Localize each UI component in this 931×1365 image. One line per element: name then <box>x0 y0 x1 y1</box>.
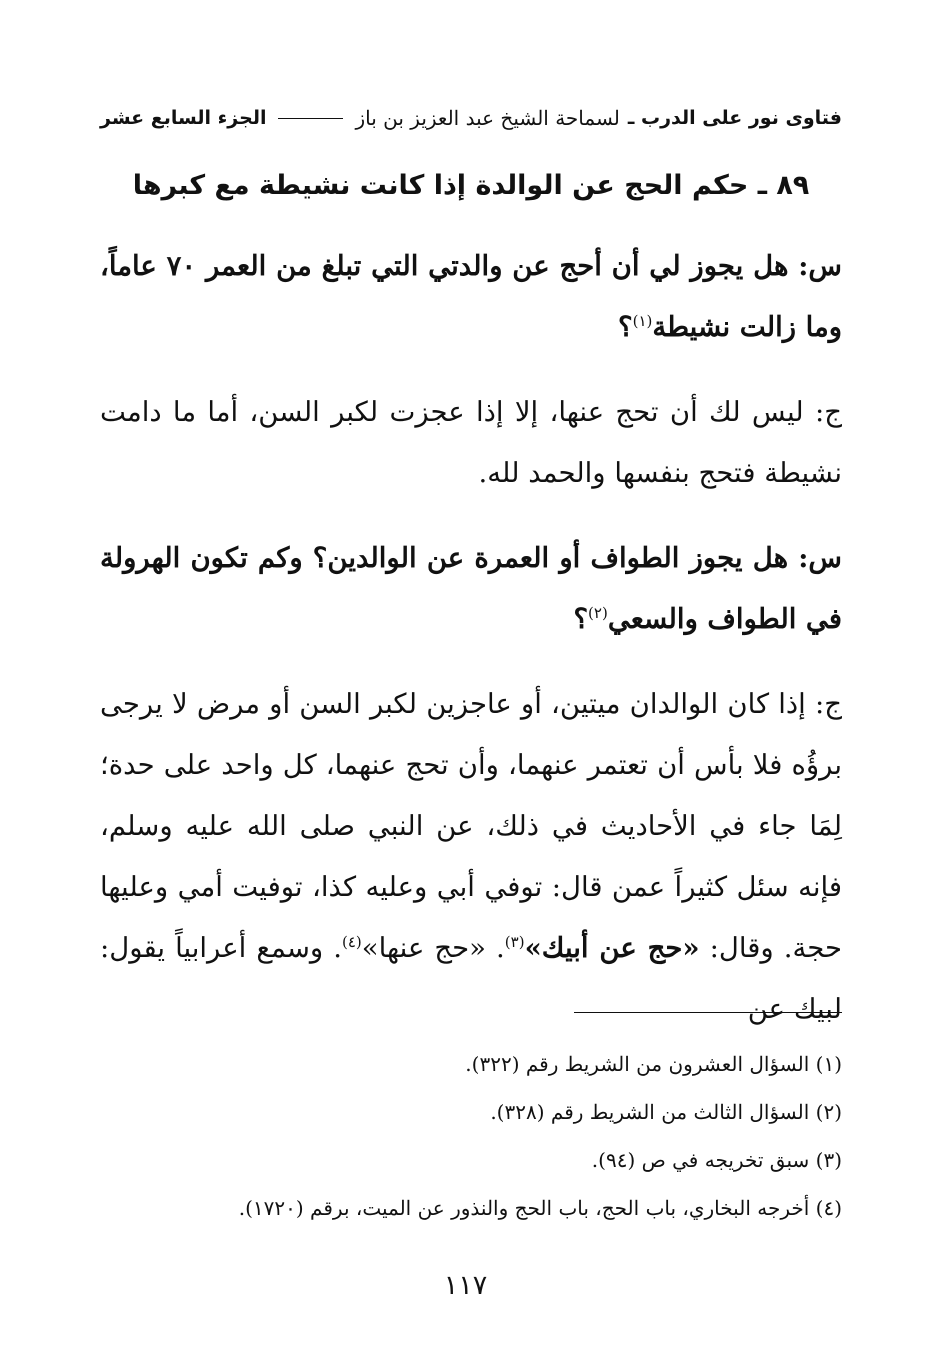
hadith-quote-1: «حج عن أبيك» <box>524 932 700 964</box>
footnote-2: (٢) السؤال الثالث من الشريط رقم (٣٢٨). <box>490 1100 842 1124</box>
footnote-1: (١) السؤال العشرون من الشريط رقم (٣٢٢). <box>465 1052 842 1076</box>
header-rule <box>278 118 343 119</box>
question-1-end: ؟ <box>617 311 633 343</box>
answer-2 <box>100 674 842 1040</box>
header-part: الجزء السابع عشر <box>100 107 267 129</box>
chapter-title: ٨٩ ـ حكم الحج عن الوالدة إذا كانت نشيطة مع كبرها <box>132 170 810 201</box>
answer-2-text-part2: . وسمع أعرابياً يقول: لبيك عن <box>100 932 842 1025</box>
header-author: لسماحة الشيخ عبد العزيز بن باز <box>355 106 620 130</box>
question-2 <box>100 528 842 650</box>
footnote-ref-1[interactable]: (١) <box>632 311 653 330</box>
footnote-3: (٣) سبق تخريجه في ص (٩٤). <box>591 1148 842 1172</box>
question-1-text: س: هل يجوز لي أن أحج عن والدتي التي تبلغ من العمر ٧٠ عاماً، وما زالت نشيطة <box>100 250 842 343</box>
header-book-title: فتاوى نور على الدرب ـ <box>627 107 842 129</box>
footnote-4: (٤) أخرجه البخاري، باب الحج، باب الحج والنذور عن الميت، برقم (١٧٢٠). <box>238 1196 842 1220</box>
answer-1: ج: ليس لك أن تحج عنها، إلا إذا عجزت لكبر السن، أما ما دامت نشيطة فتحج بنفسها والحمد لله. <box>100 396 842 489</box>
running-header <box>100 98 842 138</box>
answer-2-text-part1: ج: إذا كان الوالدان ميتين، أو عاجزين لكبر السن أو مرض لا يرجى برؤُه فلا بأس أن تعتمر عنهما، وأن تحج عنهما، كل واحد على حدة؛ لِمَا جاء في الأحاديث في ذلك، عن النبي صلى الله عليه وسلم، فإنه سئل كثيراً عمن قال: توفي أبي وعليه كذا، توفيت أمي وعليها حجة. وقال: <box>100 688 842 964</box>
question-2-text: س: هل يجوز الطواف أو العمرة عن الوالدين؟ وكم تكون الهرولة في الطواف والسعي <box>100 542 842 635</box>
question-2-end: ؟ <box>573 603 589 635</box>
question-1 <box>100 236 842 358</box>
footnote-separator <box>574 1012 842 1013</box>
answer-2-separator: . <box>485 932 505 964</box>
main-content <box>100 236 842 1040</box>
footnote-ref-4[interactable]: (٤) <box>341 932 362 951</box>
footnotes <box>100 1040 842 1232</box>
footnote-ref-3[interactable]: (٣) <box>504 932 525 951</box>
hadith-quote-2: «حج عنها» <box>361 932 486 964</box>
footnote-ref-2[interactable]: (٢) <box>588 603 608 622</box>
page-number: ١١٧ <box>443 1270 488 1301</box>
